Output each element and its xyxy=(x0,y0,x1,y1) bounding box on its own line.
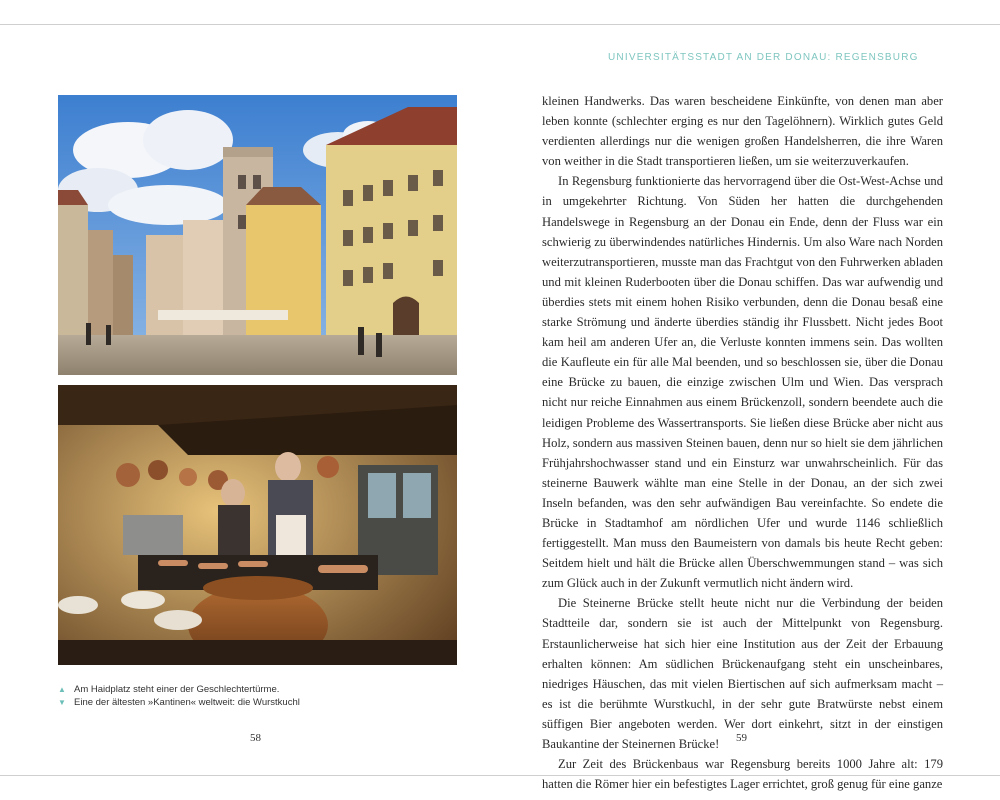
paragraph: In Regensburg funktionierte das hervorragend über die Ost-West-Achse und in umgekehrter Richtung. Von Süden her hatten die durchgehenden Handelswege in Regensburg an der Donau ein Ende, denn der Fluss war ein schwierig zu überwindendes natürliches Hindernis. Um also Ware nach Norden weiterzutransportieren, musste man das Frachtgut von den Fuhrwerken abladen und mit kleinen Ruderbooten über die Donau schiffen. Das war aufwendig und überdies stets mit einem hohen Risiko verbunden, denn die Donau besaß eine starke Strömung und änderte überdies ständig ihr Flussbett. Nicht jedes Boot kam heil am anderen Ufer an, die Verluste konnten immens sein. Das wollten die Kaufleute ein für alle Mal beenden, und so beschlossen sie, über die Donau eine Brücke zu bauen, die einzige zwischen Ulm und Wien. Das versprach nicht nur reiche Einnahmen aus einem Brückenzoll, sondern beendete auch die leidigen Probleme des Wassertransports. Sie ließen diese Brücke aber nicht aus Holz, sondern aus massiven Steinen bauen, denn nur so hielt sie dem jährlichen Frühjahrshochwasser stand und ein Einsturz war unwahrscheinlich. Für das steinerne Bauwerk wählte man eine Stelle in der Donau, an der sich zwei Inseln befanden, was den sehr aufwändigen Bau vereinfachte. So endete die Brücke in Stadtamhof am nördlichen Ufer und wurde 1146 schließlich fertiggestellt. Man muss den Baumeistern von damals bis heute Recht geben: Seitdem hielt und hält die Brücke allen Überschwemmungen stand – was sich zum Glück auch in der Zukunft vermutlich nicht ändern wird. xyxy=(542,174,943,591)
page-number-left: 58 xyxy=(250,732,261,744)
caption-bottom-text: Eine der ältesten »Kantinen« weltweit: die Wurstkuchl xyxy=(74,697,300,708)
photo-captions xyxy=(58,683,300,709)
triangle-up-icon: ▲ xyxy=(58,685,66,694)
haidplatz-photo xyxy=(58,95,457,375)
wurstkuchl-photo xyxy=(58,385,457,665)
page-number-right: 59 xyxy=(736,732,747,744)
paragraph: Die Steinerne Brücke stellt heute nicht nur die Verbindung der beiden Stadtteile dar, sondern sie ist auch der Mittelpunkt von Regensburg. Erstaunlicherweise hat sich hier eine Institution aus der Zeit der Erbauung erhalten können: Am südlichen Brückenaufgang steht ein unscheinbares, niedriges Häuschen, das mit vielen Biertischen auf sich aufmerksam macht – es ist die berühmte Wurstkuchl, in der sehr gute Bratwürste nebst einem süffigen Bier angeboten werden. Wer dort einkehrt, sitzt in der einstigen Baukantine der Steinernen Brücke! xyxy=(542,596,943,751)
running-head: UNIVERSITÄTSSTADT AN DER DONAU: REGENSBURG xyxy=(608,52,919,63)
caption-top-text: Am Haidplatz steht einer der Geschlechtertürme. xyxy=(74,684,280,695)
caption-bottom xyxy=(58,696,300,709)
body-text xyxy=(542,91,943,794)
triangle-down-icon: ▼ xyxy=(58,698,66,707)
paragraph: kleinen Handwerks. Das waren bescheidene Einkünfte, von denen man aber leben konnte (schlechter erging es nur den Tagelöhnern). Wirklich gutes Geld verdienten allerdings nur die wenigen großen Handelsherren, die ihre Waren von weither in die Stadt transportieren ließen, um sie weiterzuverkaufen. xyxy=(542,94,943,169)
paragraph: Zur Zeit des Brückenbaus war Regensburg bereits 1000 Jahre alt: 179 hatten die Römer hier ein befestigtes Lager errichtet, groß genug für eine ganze xyxy=(542,757,943,792)
caption-top xyxy=(58,683,300,696)
